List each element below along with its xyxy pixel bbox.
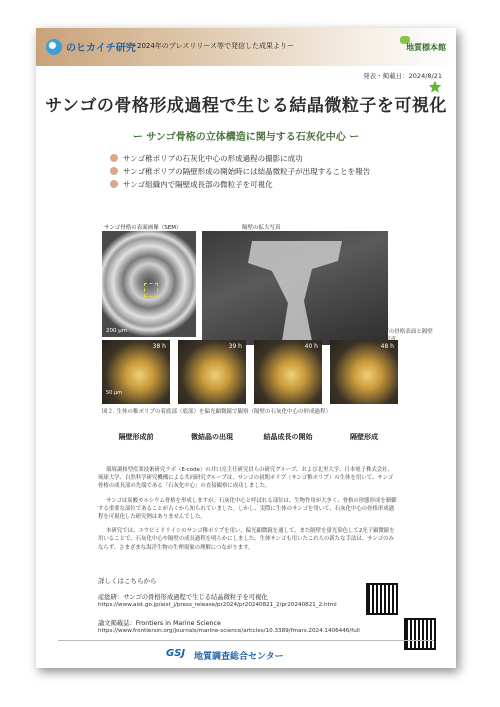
figure-2-strip [102,340,402,404]
bullet-text: サンゴ稚ポリプの石灰化中心の形成過程の撮影に成功 [123,153,303,163]
publish-date: 発表・掲載日：2024/8/21 [363,72,442,80]
paragraph: 本研究では、ユウビミドリイシのサンゴ稚ポリプを用い、偏光顕微鏡を通して、また隔壁を蛍光染色して2光子顕微鏡を用いることで、石灰化中心や隔壁の成長過程を明らかにしました。生体サンゴも用いたこれらの新たな手法は、サンゴのみならず、さまざまな海洋生物の生理現象の理解につながります。 [98,528,395,551]
bullet-icon [110,180,118,188]
timelapse-panel [102,340,170,404]
panel-time: 39 h [228,343,242,350]
journal-label: 論文掲載誌：Frontiers in Marine Science [98,620,221,627]
stage-label: 隔壁形成 [350,433,378,441]
journal-link[interactable]: https://www.frontiersin.org/journals/marine-science/articles/10.3389/fmars.2024.1406446/full [98,628,360,634]
timelapse-panel [330,340,398,404]
header-banner [36,28,456,66]
museum-logo: 地質標本館 [406,43,446,52]
panel-scale: 50 μm [106,390,123,396]
panel-time: 48 h [380,343,394,350]
press-release-label: 産総研：サンゴの骨格形成過程で生じる結晶微粒子を可視化 [98,594,268,601]
qr-code-icon[interactable] [366,583,398,615]
figure-1-caption: 図１. サンゴ稚ポリプの骨格表面と隔壁 [336,329,433,335]
wall-image-label: 隔壁の拡大写真 [242,225,281,231]
stage-label: 結晶成長の開始 [263,433,313,441]
stage-label: 隔壁形成前 [118,433,154,441]
bullet-icon [110,154,118,162]
header-subtitle: ー2024年のプレスリリース等で発信した成果よりー [130,42,294,50]
list-item [110,152,440,164]
more-info-heading: 詳しくはこちらから [98,577,157,585]
page-subtitle: ー サンゴ骨格の立体構造に関与する石灰化中心 ー [132,132,360,143]
sem-image-label: サンゴ骨格の表面画像（SEM） [104,225,182,231]
paragraph: サンゴは炭酸カルシウム骨格を形成しますが、石灰化中心と呼ばれる部位は、生物作用が大きく、骨格の形態形成を制御する重要な部位であることが古くから知られていました。しかし、実際に生体のサンゴを用いて、石灰化中心の骨格形成過程を可視化した研究例はありませんでした。 [98,497,397,521]
gsj-logo: GSJ [166,648,186,659]
list-item [110,165,440,177]
panel-time: 40 h [304,343,318,350]
zoom-region-box [144,283,158,297]
sem-scale-bar: 200 μm [106,328,128,334]
highlight-list [110,152,440,191]
footer-org-name: 地質調査総合センター [194,652,284,662]
footer-divider [58,640,434,641]
poster [36,28,456,668]
bullet-icon [110,167,118,175]
list-item [110,178,440,190]
timelapse-panel [254,340,322,404]
figure-2-caption: 図２. 生体の稚ポリプの着底部（底部）を偏光顕微鏡で観察（隔壁の石灰化中心の形成過程） [102,409,331,415]
press-release-link[interactable]: https://www.aist.go.jp/aist_j/press_release/pr2024/pr20240821_2/pr20240821_2.html [98,602,337,608]
bullet-text: サンゴ稚ポリプの隔壁形成の開始時には結晶微粒子が出現することを報告 [123,166,371,176]
header-brand: のヒカイチ研究 [66,43,136,54]
page-title: サンゴの骨格形成過程で生じる結晶微粒子を可視化 [45,96,447,116]
stage-labels [102,432,402,442]
panel-time: 38 h [152,343,166,350]
qr-code-icon[interactable] [404,618,436,650]
body-text [98,466,398,558]
paragraph: 環境調和型産業技術研究ラボ（E-code）の井口亮主任研究員らの研究グループ、および北里大学、日本電子株式会社、琉球大学、自然科学研究機構による共同研究グループは、サンゴの初期ポリプ（サンゴ稚ポリプ）の生体を用いて、サンゴ骨格の成長部の先端である「石灰化中心」の直接観察に成功しました。 [98,467,394,490]
sem-image [102,231,196,337]
timelapse-panel [178,340,246,404]
eye-logo-icon [46,39,62,55]
septum-shape [242,241,352,341]
stage-label: 微結晶の出現 [191,433,233,441]
bullet-text: サンゴ組織内で隔壁成長部の微粒子を可視化 [123,179,273,189]
